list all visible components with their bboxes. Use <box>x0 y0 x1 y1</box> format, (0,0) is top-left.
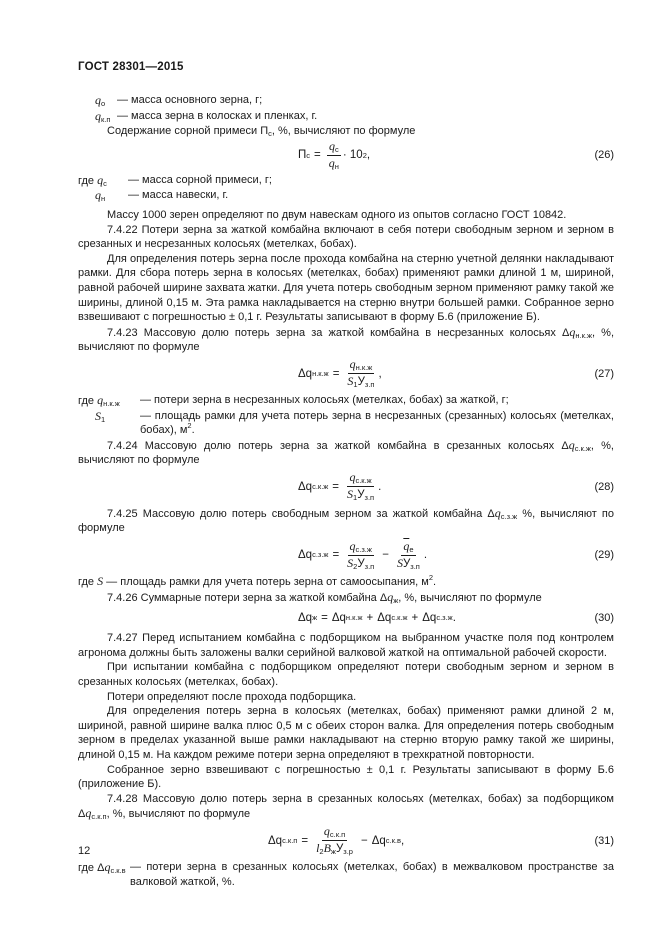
page-number: 12 <box>78 845 91 857</box>
definition-q-o: $q_о$ — масса основного зерна, г; <box>95 93 263 108</box>
document-code-header: ГОСТ 28301—2015 <box>78 61 184 73</box>
formula-30: Δq ж = Δq н.к.ж + Δq с.к.ж + Δq с.з.ж . (30) <box>78 605 614 631</box>
formula-number-28: (28) <box>594 480 614 493</box>
paragraph-7-4-28: 7.4.28 Массовую долю потерь зерна в срезанных колосьях (метелках, бобах) за подборщиком $\Delta q_{с.к.п}$, %, вычисляют по формуле <box>78 792 614 822</box>
paragraph-1000-grains: Массу 1000 зерен определяют по двум навескам одного из опытов согласно ГОСТ 10842. <box>107 208 567 221</box>
formula-29: Δq с.з.ж = $\frac{q_{с.з.ж}}{S_2У_{з.п}}$ − $\frac{\overline{q}_e}{SУ_{з.п}}$ . (29) <box>78 536 614 574</box>
paragraph-7-4-24: 7.4.24 Массовую долю потерь зерна за жаткой комбайна в срезанных колосьях $\Delta q_{с.к.ж}$, %, вычисляют по формуле <box>78 437 614 467</box>
formula-number-26: (26) <box>594 149 614 162</box>
paragraph-sornaya: Содержание сорной примеси $П_с$, %, вычисляют по формуле <box>107 125 416 139</box>
paragraph-7-4-23: 7.4.23 Массовую долю потерь зерна за жаткой комбайна в несрезанных колосьях $\Delta q_{н.к.ж}$, %, вычисляют по формуле <box>78 324 615 354</box>
paragraph-pickup-losses: При испытании комбайна с подборщиком определяют потери свободным зерном и зерном в срезанных колосьях (метелках, бобах). <box>78 661 614 689</box>
formula-number-27: (27) <box>594 367 614 380</box>
formula-26: П с = $\frac{q_с}{q_н}$ · 10 2 , (26) <box>298 139 614 172</box>
formula-28: Δq с.к.ж = $\frac{q_{с.к.ж}}{S_1У_{з.п}}$ . (28) <box>78 468 614 506</box>
definition-q-kp: $q_{к.п}$ — масса зерна в колосках и пленках, г. <box>95 108 318 124</box>
page-body <box>78 93 614 889</box>
formula-27: Δq н.к.ж = $\frac{q_{н.к.ж}}{S_1У_{з.п}}$ , (27) <box>78 355 614 393</box>
definition-s: где S — площадь рамки для учета потерь зерна от самоосыпания, $м^2$. <box>78 573 437 589</box>
definition-s1: $S_1$ — площадь рамки для учета потерь зерна в несрезанных (срезанных) колосьях (метелках, бобах), $м^2$. <box>95 408 614 437</box>
paragraph-7-4-26: 7.4.26 Суммарные потери зерна за жаткой комбайна $\Delta q_ж$, %, вычисляют по формуле <box>107 589 542 605</box>
definition-q-skv: где $\Delta q_{с.к.в}$ — потери зерна в срезанных колосьях (метелках, бобах) в межвалковом пространстве за валковой жаткой, %. <box>78 859 614 888</box>
paragraph-7-4-27: 7.4.27 Перед испытанием комбайна с подборщиком на выбранном участке поля под контролем агронома должны быть заложены валки серийной валковой жаткой на оптимальной рабочей скорости. <box>78 632 614 659</box>
formula-number-30: (30) <box>594 611 614 624</box>
formula-number-29: (29) <box>594 548 614 561</box>
formula-number-31: (31) <box>594 834 614 847</box>
definition-q-s: где $q_с$ — масса сорной примеси, г; <box>78 172 272 188</box>
paragraph-pickup-frames: Для определения потерь зерна в колосьях (метелках, бобах) применяют рамки длиной 2 м, шириной, равной ширине валка плюс 0,5 м с обеих сторон валка. Для определения потерь свободным зерном в пределах указанной выше рамки накладывают на стерню вторую рамку такой же ширины, длиной 0,15 м. На каждом режиме потери зерна определяют в трехкратной повторности. <box>78 705 614 761</box>
definition-q-n: $q_н$ — масса навески, г. <box>95 188 229 204</box>
paragraph-weighing: Собранное зерно взвешивают с погрешностью ± 0,1 г. Результаты записывают в форму Б.6 (приложение Б). <box>78 763 614 791</box>
definition-q-nkzh: где $q_{н.к.ж}$ — потери зерна в несрезанных колосьях (метелках, бобах) за жаткой, г; <box>78 392 509 408</box>
paragraph-7-4-25: 7.4.25 Массовую долю потерь свободным зерном за жаткой комбайна $\Delta q_{с.з.ж}$ %, вычисляют по формуле <box>78 505 614 535</box>
paragraph-7-4-22: 7.4.22 Потери зерна за жаткой комбайна включают в себя потери свободным зерном и зерном в срезанных и несрезанных колосьях (метелках, бобах). <box>78 223 614 251</box>
formula-31: Δq с.к.п = $\frac{q_{с.к.п}}{l_2B_жУ_{з.р}}$ − Δq с.к.в , (31) <box>78 822 614 860</box>
paragraph-frames: Для определения потерь зерна после прохода комбайна на стерню учетной делянки накладывают рамки. Для сбора потерь зерна в колосьях (метелках, бобах) применяют рамки длиной 1 м, шириной, равной рабочей ширине захвата жатки. Для учета потерь свободным зерном применяют рамку такой же ширины, длиной 0,15 м. Эта рамка накладывается на стерню внутри большей рамки. Собранное зерно взвешивают с погрешностью ± 0,1 г. Результаты записывают в форму Б.6 (приложение Б). <box>78 252 614 324</box>
paragraph-after-pickup: Потери определяют после прохода подборщика. <box>107 690 357 703</box>
